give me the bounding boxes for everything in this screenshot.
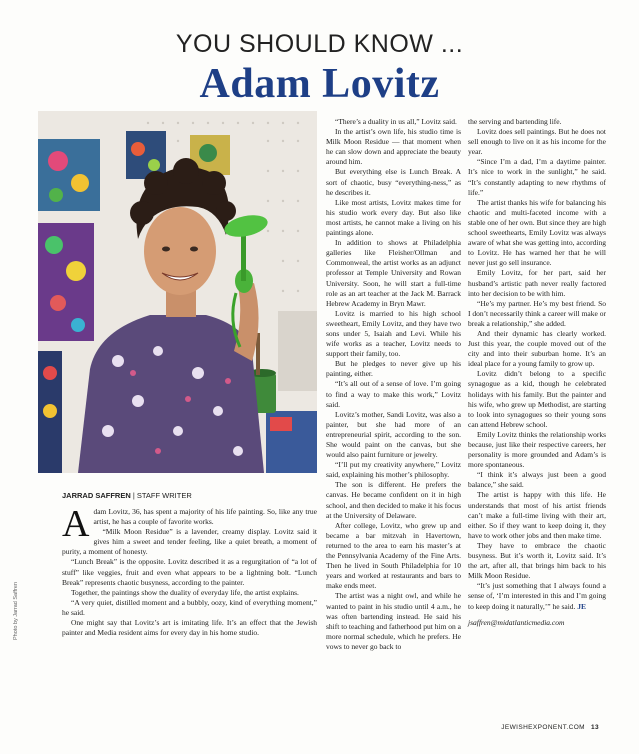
author-email[interactable]: jsaffren@midatlanticmedia.com bbox=[468, 617, 565, 627]
paragraph: The artist was a night owl, and while he wanted to paint in his studio until 4 a.m., he was often bartending instead. He said his shift to teaching and fatherhood put him on a more normal schedule, which he prefers. He vows to never go back to bbox=[326, 591, 461, 651]
paragraph: Together, the paintings show the duality of everyday life, the artist explains. bbox=[71, 587, 299, 597]
paragraph: One might say that Lovitz’s art is imitating life. It’s an effect that the Jewish painter and Media resident aims for every day in his home studio. bbox=[62, 618, 317, 638]
paragraph: Lovitz’s mother, Sandi Lovitz, was also a painter, but she had more of an entrepreneurial spirit, according to the son. She would paint on the canvas, but she would also paint furniture or jewelry. bbox=[326, 409, 461, 460]
paragraph: In addition to shows at Philadelphia galleries like Fleisher/Ollman and Commonweal, the artist works as an adjunct professor at Temple University and Rowan University. Soon, he will start a full-time role as an art teacher at the Jack M. Barrack Hebrew Academy in Bryn Mawr. bbox=[326, 238, 461, 308]
paragraph: “I’ll put my creativity anywhere,” Lovitz said, explaining his mother’s philosophy. bbox=[326, 460, 461, 480]
byline bbox=[62, 491, 192, 500]
kicker: YOU SHOULD KNOW ... bbox=[175, 30, 464, 58]
paragraph: But everything else is Lunch Break. A sort of chaotic, busy “everything-ness,” as he describes it. bbox=[326, 167, 461, 197]
photo-credit: Photo by Jarrad Saffren bbox=[13, 582, 19, 640]
paragraph: They have to embrace the chaotic busyness. But it’s worth it, Lovitz said. It’s the art, after all, that brings him back to his Milk Moon Residue. bbox=[468, 540, 606, 581]
paragraph: “Milk Moon Residue” is a lavender, creamy display. Lovitz said it gives him a sweet and tender feeling, like a quiet breath, a moment of purity, a moment of honesty. bbox=[62, 527, 317, 557]
paragraph: Emily Lovitz, for her part, said her husband’s artistic path never really factored into her decision to be with him. bbox=[468, 268, 606, 298]
byline-name: JARRAD SAFFREN bbox=[62, 491, 131, 500]
paragraph: “It’s just something that I always found a sense of, ‘I’m interested in this and I’m going to keep doing it naturally,’” he said. JE bbox=[468, 581, 606, 611]
article-column-3 bbox=[468, 117, 606, 628]
paragraph-continuation: the serving and bartending life. bbox=[468, 117, 562, 126]
paragraph: “I think it’s always just been a good balance,” she said. bbox=[468, 470, 606, 490]
paragraph: Lovitz does sell paintings. But he does not sell enough to live on it as his income for the year. bbox=[468, 127, 606, 157]
page-folio bbox=[501, 724, 599, 731]
feature-photo bbox=[38, 111, 317, 473]
paragraph: The artist thanks his wife for balancing his chaotic and multi-faceted income with a stable one of her own. But since they are high school sweethearts, Emily Lovitz was always aware of what she was getting into, according to Lovitz. He has warned her that he will never just go sell insurance. bbox=[468, 197, 606, 268]
paragraph: Lovitz is married to his high school sweetheart, Emily Lovitz, and they have two sons under 5, Isaiah and Levi. While his wife works as a teacher, Lovitz needs to support their family, too. bbox=[326, 308, 461, 359]
headline: Adam Lovitz bbox=[199, 61, 440, 107]
folio-page-number: 13 bbox=[590, 724, 599, 731]
paragraph: Adam Lovitz, 36, has spent a majority of his life painting. So, like any true artist, he has a couple of favorite works. bbox=[62, 503, 317, 545]
paragraph: Emily Lovitz thinks the relationship works because, just like their respective careers, her personality is more grounded and Adam’s is more spontaneous. bbox=[468, 429, 606, 470]
paragraph: After college, Lovitz, who grew up and became a bar mitzvah in Havertown, returned to the area to earn his master’s at the Pennsylvania Academy of the Fine Arts. Then he lived in South Philadelphia for 10 years and worked at restaurants and bars to make ends meet. bbox=[326, 520, 461, 591]
paragraph: Like most artists, Lovitz makes time for his studio work every day. But also like most artists, he cannot make a living on his paintings alone. bbox=[326, 197, 461, 238]
paragraph: And their dynamic has clearly worked. Just this year, the couple moved out of the city and into their suburban home. It’s an ideal place for a young family to grow up. bbox=[468, 328, 606, 369]
paragraph: “Since I’m a dad, I’m a daytime painter. It’s nice to work in the sunlight,” he said. “It’s constantly adapting to new rhythms of life.” bbox=[468, 157, 606, 197]
byline-separator: | bbox=[132, 491, 137, 500]
article-column-2 bbox=[326, 117, 461, 652]
paragraph: In the artist’s own life, his studio time is Milk Moon Residue — that moment when he can slow down and appreciate the beauty around him. bbox=[326, 127, 461, 167]
paragraph: “There’s a duality in us all,” Lovitz said. bbox=[335, 117, 457, 126]
paragraph: “A very quiet, distilled moment and a bubbly, oozy, kind of everything moment,” he said. bbox=[62, 597, 317, 617]
end-mark: JE bbox=[577, 601, 587, 611]
byline-role: STAFF WRITER bbox=[136, 491, 192, 500]
paragraph: The artist is happy with this life. He understands that most of his artist friends can’t make a full-time living with their art, either. So if they want to keep doing it, they have to work other jobs and then make time. bbox=[468, 490, 606, 540]
artist-portrait-illustration bbox=[38, 111, 317, 473]
article-column-1 bbox=[62, 503, 317, 638]
paragraph: The son is different. He prefers the canvas. He became confident on it in high school, and then decided to make it his focus at the University of Delaware. bbox=[326, 480, 461, 520]
paragraph: “Lunch Break” is the opposite. Lovitz described it as a regurgitation of “a lot of stuff” like veggies, fruit and even what appears to be a lightning bolt. “Lunch Break” represents chaotic busyness, according to the painter. bbox=[62, 557, 317, 587]
paragraph: Lovitz didn’t belong to a specific synagogue as a kid, though he celebrated holidays with his family. But the painter and his wife, who grew up Methodist, are starting to look into synagogues so their young sons can attend Hebrew school. bbox=[468, 369, 606, 429]
paragraph: But he pledges to never give up his painting, either. bbox=[326, 359, 461, 379]
paragraph: “He’s my partner. He’s my best friend. So I don’t necessarily think a career will make or break a relationship,” she added. bbox=[468, 298, 606, 328]
drop-cap: A bbox=[62, 503, 90, 545]
paragraph: “It’s all out of a sense of love. I’m going to find a way to make this work,” Lovitz said. bbox=[326, 379, 461, 409]
folio-site: JEWISHEXPONENT.COM bbox=[501, 724, 585, 731]
